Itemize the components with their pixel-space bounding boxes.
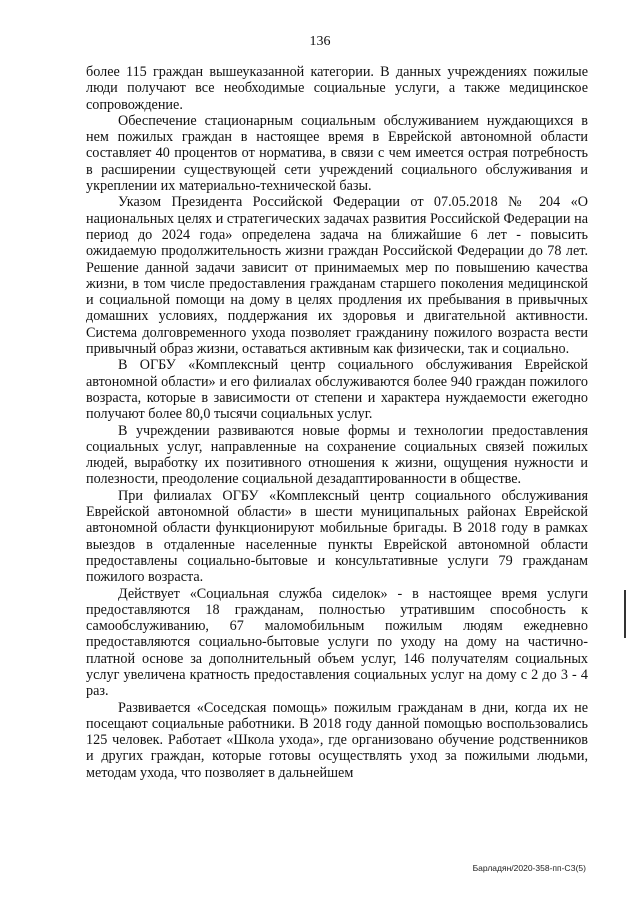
paragraph-presidential-decree: Указом Президента Российской Федерации от 07.05.2018 № 204 «О национальных целях и стратегических задачах развития Российской Федерации на период до 2024 года» определена задача на ближайшие 6 лет - повысить ожидаемую продолжительность жизни граждан Российской Федерации до 78 лет. Решение данной задачи зависит от принимаемых мер по повышению качества жизни, в том числе предоставления гражданам старшего поколения медицинской и социальной помощи на дому в целях продления их пребывания в привычных домашних условиях, поддержания их здоровья и двигательной активности. Система долговременного ухода позволяет гражданину пожилого возраста вести привычный образ жизни, оставаться активным как физически, так и социально. — [86, 194, 588, 358]
scan-edge-mark — [624, 590, 626, 638]
document-registration-code: Барладян/2020-358-пп-СЗ(5) — [472, 863, 586, 873]
paragraph-stationary-service: Обеспечение стационарным социальным обслуживанием нуждающихся в нем пожилых граждан в настоящее время в Еврейской автономной области составляет 40 процентов от норматива, в связи с чем имеется острая потребность в расширении существующей сети учреждений социального обслуживания и укреплении их материально-технической базы. — [86, 112, 588, 195]
paragraph-mobile-brigades: При филиалах ОГБУ «Комплексный центр социального обслуживания Еврейской автономной области» в шести муниципальных районах Еврейской автономной области функционируют мобильные бригады. В 2018 году в рамках выездов в отдаленные населенные пункты Еврейской автономной области предоставлены социально-бытовые и консультативные услуги 79 гражданам пожилого возраста. — [86, 487, 588, 586]
paragraph-neighbor-help: Развивается «Соседская помощь» пожилым гражданам в дни, когда их не посещают социальные работники. В 2018 году данной помощью воспользовались 125 человек. Работает «Школа ухода», где организовано обучение родственников и других граждан, которые готовы осуществлять уход за пожилыми людьми, методам ухода, что позволяет в дальнейшем — [86, 699, 588, 781]
page-number: 136 — [309, 34, 331, 49]
paragraph-nursing-service: Действует «Социальная служба сиделок» - в настоящее время услуги предоставляются 18 гражданам, полностью утратившим способность к самообслуживанию, 67 маломобильным пожилым людям ежедневно предоставляются социально-бытовые услуги по уходу на дому на частично-платной основе за дополнительный объем услуг, 146 получателям социальных услуг увеличена кратность предоставления социальных услуг на дому с 2 до 3 - 4 раз. — [86, 585, 588, 700]
document-body — [86, 64, 588, 781]
paragraph-continuation: более 115 граждан вышеуказанной категории. В данных учреждениях пожилые люди получают все необходимые социальные услуги, а также медицинское сопровождение. — [86, 64, 588, 113]
paragraph-new-technologies: В учреждении развиваются новые формы и технологии предоставления социальных услуг, направленные на сохранение социальных связей пожилых людей, выработку их позитивного отношения к жизни, ощущения нужности и полезности, преодоление социальной дезадаптированности в обществе. — [86, 422, 588, 488]
paragraph-complex-center: В ОГБУ «Комплексный центр социального обслуживания Еврейской автономной области» и его филиалах обслуживаются более 940 граждан пожилого возраста, которые в зависимости от степени и характера нуждаемости ежегодно получают более 80,0 тысячи социальных услуг. — [86, 357, 588, 423]
